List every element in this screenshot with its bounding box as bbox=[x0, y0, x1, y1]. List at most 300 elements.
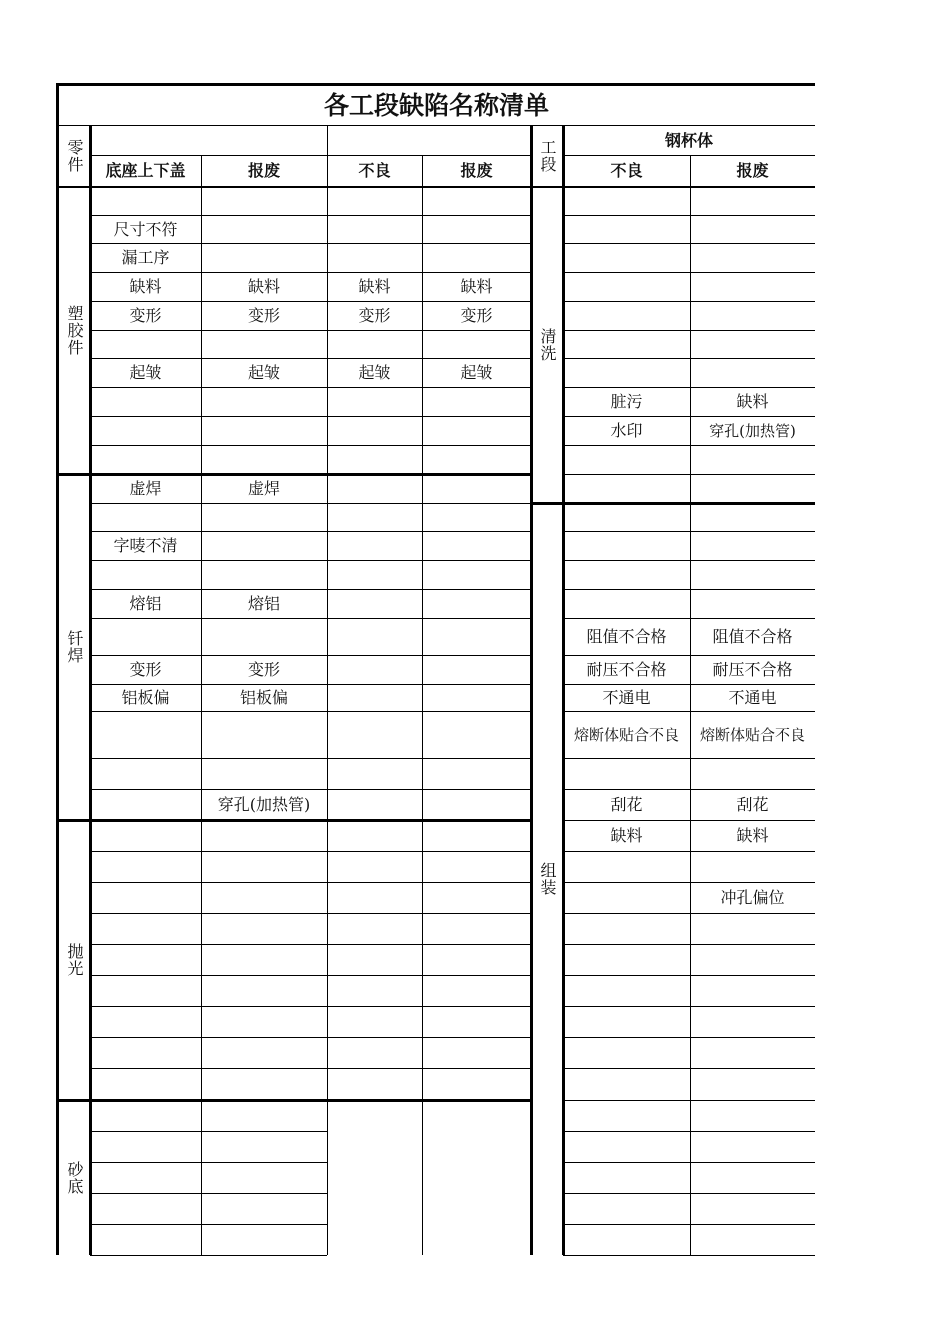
defect-cell bbox=[90, 1162, 201, 1193]
defect-cell bbox=[201, 711, 327, 758]
row-line bbox=[90, 882, 531, 883]
defect-cell bbox=[690, 1162, 815, 1193]
defect-cell bbox=[422, 684, 531, 711]
defect-cell bbox=[422, 789, 531, 820]
row-line bbox=[90, 1068, 531, 1069]
row-line bbox=[563, 531, 815, 532]
row-line bbox=[90, 445, 531, 446]
defect-cell bbox=[690, 913, 815, 944]
column-header-right-1: 不良 bbox=[610, 161, 643, 180]
defect-cell bbox=[563, 243, 690, 272]
defect-cell bbox=[327, 1068, 422, 1100]
group-label-polishing: 抛光 bbox=[65, 943, 84, 977]
header-line bbox=[58, 186, 815, 188]
defect-cell bbox=[563, 330, 690, 358]
defect-cell bbox=[422, 531, 531, 560]
defect-cell bbox=[690, 851, 815, 882]
column-header-left-4: 报废 bbox=[460, 161, 493, 180]
row-line bbox=[90, 1193, 327, 1194]
frame-middle-left bbox=[530, 125, 533, 1255]
row-line bbox=[563, 387, 815, 388]
defect-cell bbox=[422, 1037, 531, 1068]
row-line bbox=[563, 358, 815, 359]
defect-cell: 耐压不合格 bbox=[586, 660, 667, 679]
defect-cell bbox=[90, 445, 201, 474]
frame-left-inner bbox=[89, 125, 92, 1255]
defect-cell bbox=[201, 882, 327, 913]
defect-cell: 虚焊 bbox=[247, 479, 280, 498]
row-line bbox=[90, 684, 531, 685]
section-header-part: 零件 bbox=[65, 138, 84, 173]
defect-cell bbox=[563, 1193, 690, 1224]
defect-cell bbox=[327, 416, 422, 445]
defect-cell bbox=[327, 618, 422, 655]
defect-cell bbox=[327, 758, 422, 789]
defect-cell bbox=[690, 589, 815, 618]
page-title: 各工段缺陷名称清单 bbox=[323, 90, 549, 120]
defect-cell bbox=[90, 1100, 201, 1131]
column-line bbox=[422, 155, 423, 1255]
defect-cell bbox=[422, 1224, 531, 1255]
defect-cell bbox=[327, 1037, 422, 1068]
defect-cell bbox=[90, 975, 201, 1006]
defect-cell: 变形 bbox=[247, 660, 280, 679]
defect-cell bbox=[90, 820, 201, 851]
defect-cell bbox=[201, 186, 327, 215]
defect-cell: 刮花 bbox=[610, 795, 643, 814]
header-line bbox=[563, 155, 815, 156]
row-line bbox=[563, 215, 815, 216]
defect-cell bbox=[563, 1006, 690, 1037]
row-line bbox=[563, 655, 815, 656]
defect-cell: 穿孔(加热管) bbox=[217, 795, 311, 814]
row-line bbox=[563, 1131, 815, 1132]
row-line bbox=[563, 1255, 815, 1256]
defect-cell: 变形 bbox=[129, 660, 162, 679]
row-line bbox=[90, 215, 531, 216]
defect-cell: 漏工序 bbox=[121, 248, 170, 267]
defect-cell bbox=[327, 560, 422, 589]
defect-cell bbox=[690, 301, 815, 330]
defect-cell bbox=[690, 975, 815, 1006]
defect-cell bbox=[327, 503, 422, 531]
row-line bbox=[90, 618, 531, 619]
row-line bbox=[563, 272, 815, 273]
row-line bbox=[563, 684, 815, 685]
defect-cell: 阻值不合格 bbox=[712, 627, 793, 646]
defect-cell bbox=[422, 387, 531, 416]
defect-cell bbox=[327, 387, 422, 416]
defect-cell: 阻值不合格 bbox=[586, 627, 667, 646]
row-line bbox=[90, 1224, 327, 1225]
defect-cell: 虚焊 bbox=[129, 479, 162, 498]
row-line bbox=[563, 820, 815, 821]
defect-cell: 起皱 bbox=[358, 363, 391, 382]
row-line bbox=[90, 560, 531, 561]
defect-cell bbox=[422, 820, 531, 851]
row-line bbox=[563, 330, 815, 331]
defect-cell bbox=[201, 1131, 327, 1162]
row-line bbox=[563, 789, 815, 790]
row-line bbox=[90, 975, 531, 976]
defect-cell bbox=[563, 215, 690, 243]
frame-top bbox=[57, 83, 815, 86]
row-line bbox=[90, 758, 531, 759]
defect-cell bbox=[90, 851, 201, 882]
defect-cell bbox=[563, 531, 690, 560]
row-line bbox=[563, 1100, 815, 1101]
defect-cell bbox=[563, 301, 690, 330]
defect-cell bbox=[201, 1193, 327, 1224]
defect-cell bbox=[690, 186, 815, 215]
defect-cell bbox=[563, 1131, 690, 1162]
defect-cell bbox=[201, 215, 327, 243]
row-line bbox=[563, 618, 815, 619]
defect-cell bbox=[90, 1131, 201, 1162]
row-line bbox=[563, 416, 815, 417]
defect-cell bbox=[690, 474, 815, 503]
defect-cell bbox=[422, 560, 531, 589]
row-line bbox=[563, 560, 815, 561]
defect-cell bbox=[563, 882, 690, 913]
row-line bbox=[90, 589, 531, 590]
row-line bbox=[90, 655, 531, 656]
defect-cell bbox=[563, 1100, 690, 1131]
defect-cell bbox=[201, 758, 327, 789]
defect-cell: 缺料 bbox=[358, 277, 391, 296]
defect-cell: 起皱 bbox=[460, 363, 493, 382]
defect-cell bbox=[422, 1193, 531, 1224]
defect-cell bbox=[201, 1037, 327, 1068]
defect-cell: 字唛不清 bbox=[113, 536, 178, 555]
defect-cell bbox=[327, 975, 422, 1006]
defect-cell bbox=[690, 1037, 815, 1068]
row-line bbox=[563, 445, 815, 446]
group-label-plastic: 塑胶件 bbox=[65, 304, 84, 356]
defect-cell bbox=[90, 913, 201, 944]
defect-cell bbox=[422, 1006, 531, 1037]
defect-cell bbox=[422, 618, 531, 655]
defect-cell bbox=[422, 445, 531, 474]
defect-cell bbox=[422, 913, 531, 944]
column-header-left-3: 不良 bbox=[358, 161, 391, 180]
defect-cell bbox=[201, 445, 327, 474]
defect-cell bbox=[327, 445, 422, 474]
defect-cell bbox=[563, 758, 690, 789]
defect-cell bbox=[327, 1006, 422, 1037]
defect-cell bbox=[327, 243, 422, 272]
defect-cell bbox=[327, 589, 422, 618]
defect-cell: 冲孔偏位 bbox=[720, 888, 785, 907]
column-header-left-1: 底座上下盖 bbox=[105, 161, 186, 180]
defect-cell bbox=[422, 851, 531, 882]
defect-cell bbox=[90, 758, 201, 789]
row-line bbox=[90, 272, 531, 273]
defect-cell bbox=[201, 944, 327, 975]
defect-cell bbox=[327, 913, 422, 944]
group-label-brazing: 钎焊 bbox=[65, 630, 84, 664]
defect-cell bbox=[90, 789, 201, 820]
defect-cell: 熔断体贴合不良 bbox=[573, 725, 679, 744]
defect-cell bbox=[201, 820, 327, 851]
defect-cell bbox=[201, 851, 327, 882]
row-line bbox=[563, 882, 815, 883]
row-line bbox=[563, 243, 815, 244]
defect-cell: 起皱 bbox=[247, 363, 280, 382]
defect-cell bbox=[201, 503, 327, 531]
defect-cell bbox=[422, 758, 531, 789]
group-divider bbox=[58, 473, 532, 476]
defect-cell bbox=[422, 1162, 531, 1193]
row-line bbox=[563, 301, 815, 302]
defect-cell: 缺料 bbox=[247, 277, 280, 296]
defect-cell bbox=[422, 1131, 531, 1162]
defect-cell bbox=[690, 1131, 815, 1162]
defect-cell bbox=[422, 330, 531, 358]
row-line bbox=[563, 1037, 815, 1038]
defect-cell bbox=[563, 186, 690, 215]
column-line bbox=[201, 155, 202, 1255]
defect-cell bbox=[563, 1037, 690, 1068]
defect-cell bbox=[201, 618, 327, 655]
defect-cell bbox=[422, 503, 531, 531]
defect-cell: 尺寸不符 bbox=[113, 219, 178, 239]
defect-cell bbox=[563, 358, 690, 387]
group-label-assembly: 组装 bbox=[538, 862, 557, 896]
row-line bbox=[90, 1006, 531, 1007]
defect-cell bbox=[327, 1100, 422, 1131]
group-label-cleaning: 清洗 bbox=[538, 327, 557, 362]
row-line bbox=[563, 589, 815, 590]
row-line bbox=[90, 243, 531, 244]
row-line bbox=[563, 1162, 815, 1163]
defect-cell: 缺料 bbox=[129, 277, 162, 296]
defect-cell bbox=[201, 1006, 327, 1037]
row-line bbox=[563, 1193, 815, 1194]
defect-cell bbox=[422, 416, 531, 445]
defect-cell bbox=[690, 1193, 815, 1224]
defect-cell bbox=[201, 1224, 327, 1255]
defect-cell bbox=[690, 1068, 815, 1100]
defect-cell: 变形 bbox=[460, 306, 493, 325]
defect-cell: 耐压不合格 bbox=[712, 660, 793, 679]
defect-cell: 缺料 bbox=[610, 826, 643, 845]
row-line bbox=[563, 711, 815, 712]
header-line bbox=[58, 125, 815, 126]
defect-cell bbox=[327, 882, 422, 913]
defect-cell bbox=[90, 711, 201, 758]
defect-cell bbox=[690, 503, 815, 531]
group-divider bbox=[531, 502, 815, 505]
group-divider bbox=[58, 819, 532, 822]
defect-cell bbox=[90, 416, 201, 445]
defect-cell bbox=[563, 1162, 690, 1193]
defect-cell bbox=[563, 1224, 690, 1255]
group-label-sanding: 砂底 bbox=[65, 1160, 84, 1195]
row-line bbox=[90, 387, 531, 388]
row-line bbox=[90, 358, 531, 359]
defect-cell bbox=[327, 186, 422, 215]
defect-cell bbox=[327, 684, 422, 711]
row-line bbox=[90, 330, 531, 331]
defect-cell bbox=[201, 243, 327, 272]
defect-cell bbox=[690, 330, 815, 358]
defect-cell bbox=[690, 358, 815, 387]
defect-cell: 不通电 bbox=[728, 688, 777, 707]
defect-cell bbox=[690, 1224, 815, 1255]
defect-cell bbox=[690, 944, 815, 975]
defect-cell bbox=[563, 445, 690, 474]
row-line bbox=[563, 851, 815, 852]
row-line bbox=[90, 503, 531, 504]
defect-cell bbox=[201, 531, 327, 560]
defect-cell bbox=[422, 1068, 531, 1100]
defect-cell: 脏污 bbox=[610, 392, 643, 411]
defect-cell bbox=[201, 975, 327, 1006]
defect-cell bbox=[201, 913, 327, 944]
defect-cell: 缺料 bbox=[736, 826, 769, 845]
row-line bbox=[563, 1068, 815, 1069]
defect-cell bbox=[422, 882, 531, 913]
defect-cell bbox=[327, 1131, 422, 1162]
defect-cell bbox=[563, 944, 690, 975]
defect-cell bbox=[90, 882, 201, 913]
defect-cell bbox=[90, 1193, 201, 1224]
defect-cell bbox=[90, 1224, 201, 1255]
defect-cell bbox=[690, 215, 815, 243]
defect-cell bbox=[422, 589, 531, 618]
column-header-right-2: 报废 bbox=[736, 161, 769, 180]
defect-cell bbox=[422, 243, 531, 272]
defect-cell bbox=[327, 1224, 422, 1255]
row-line bbox=[90, 1162, 327, 1163]
defect-cell: 起皱 bbox=[129, 363, 162, 382]
defect-cell: 铝板偏 bbox=[239, 688, 288, 707]
row-line bbox=[90, 1255, 327, 1256]
defect-cell bbox=[201, 1162, 327, 1193]
defect-cell bbox=[201, 1068, 327, 1100]
defect-cell bbox=[690, 243, 815, 272]
section-header-stage: 工段 bbox=[538, 138, 557, 173]
defect-cell bbox=[90, 1037, 201, 1068]
defect-cell bbox=[422, 655, 531, 684]
defect-cell bbox=[690, 272, 815, 301]
defect-cell: 刮花 bbox=[736, 795, 769, 814]
row-line bbox=[90, 301, 531, 302]
group-header-steel-cup: 钢杯体 bbox=[664, 130, 713, 150]
defect-cell bbox=[690, 531, 815, 560]
defect-cell bbox=[563, 975, 690, 1006]
row-line bbox=[90, 789, 531, 790]
defect-cell bbox=[563, 851, 690, 882]
row-line bbox=[90, 851, 531, 852]
defect-cell bbox=[422, 1100, 531, 1131]
defect-cell bbox=[563, 503, 690, 531]
defect-cell bbox=[563, 589, 690, 618]
column-line bbox=[327, 125, 328, 155]
defect-cell bbox=[563, 474, 690, 503]
defect-cell bbox=[90, 503, 201, 531]
defect-cell bbox=[422, 711, 531, 758]
defect-cell bbox=[690, 560, 815, 589]
defect-cell bbox=[422, 975, 531, 1006]
defect-cell bbox=[327, 474, 422, 503]
defect-cell bbox=[90, 618, 201, 655]
defect-cell: 变形 bbox=[129, 306, 162, 325]
defect-cell bbox=[90, 560, 201, 589]
column-line bbox=[690, 155, 691, 1255]
row-line bbox=[563, 975, 815, 976]
defect-cell bbox=[327, 655, 422, 684]
row-line bbox=[563, 913, 815, 914]
defect-cell bbox=[327, 1162, 422, 1193]
defect-cell bbox=[90, 1068, 201, 1100]
defect-cell bbox=[90, 944, 201, 975]
column-header-left-2: 报废 bbox=[247, 161, 280, 180]
header-line bbox=[90, 155, 531, 156]
row-line bbox=[90, 1037, 531, 1038]
defect-cell bbox=[90, 387, 201, 416]
row-line bbox=[563, 474, 815, 475]
defect-cell bbox=[327, 215, 422, 243]
column-line bbox=[327, 155, 328, 1255]
defect-cell: 铝板偏 bbox=[121, 688, 170, 707]
defect-cell: 熔铝 bbox=[247, 594, 280, 613]
defect-cell bbox=[422, 944, 531, 975]
defect-cell bbox=[422, 474, 531, 503]
row-line bbox=[90, 913, 531, 914]
defect-cell bbox=[201, 387, 327, 416]
frame-middle-right bbox=[562, 125, 565, 1255]
defect-cell bbox=[90, 330, 201, 358]
defect-cell bbox=[563, 1068, 690, 1100]
row-line bbox=[90, 1131, 327, 1132]
defect-cell bbox=[563, 913, 690, 944]
row-line bbox=[563, 758, 815, 759]
defect-cell: 缺料 bbox=[460, 277, 493, 296]
row-line bbox=[563, 1224, 815, 1225]
row-line bbox=[90, 944, 531, 945]
defect-cell bbox=[90, 186, 201, 215]
defect-cell bbox=[563, 272, 690, 301]
defect-cell bbox=[327, 851, 422, 882]
defect-cell bbox=[690, 758, 815, 789]
defect-cell: 熔断体贴合不良 bbox=[699, 725, 805, 744]
defect-cell: 缺料 bbox=[736, 392, 769, 411]
row-line bbox=[563, 1006, 815, 1007]
defect-cell: 穿孔(加热管) bbox=[709, 421, 796, 440]
row-line bbox=[90, 416, 531, 417]
defect-cell: 变形 bbox=[358, 306, 391, 325]
defect-cell bbox=[327, 330, 422, 358]
defect-cell bbox=[327, 820, 422, 851]
row-line bbox=[90, 711, 531, 712]
defect-cell bbox=[327, 711, 422, 758]
defect-cell bbox=[201, 1100, 327, 1131]
defect-cell: 熔铝 bbox=[129, 594, 162, 613]
defect-cell bbox=[327, 1193, 422, 1224]
defect-cell bbox=[327, 944, 422, 975]
defect-cell bbox=[201, 560, 327, 589]
row-line bbox=[563, 944, 815, 945]
defect-cell bbox=[327, 789, 422, 820]
group-divider bbox=[58, 1099, 532, 1102]
defect-cell bbox=[422, 215, 531, 243]
defect-cell bbox=[563, 560, 690, 589]
defect-cell: 水印 bbox=[610, 421, 643, 440]
frame-left bbox=[56, 83, 59, 1255]
defect-cell bbox=[327, 531, 422, 560]
